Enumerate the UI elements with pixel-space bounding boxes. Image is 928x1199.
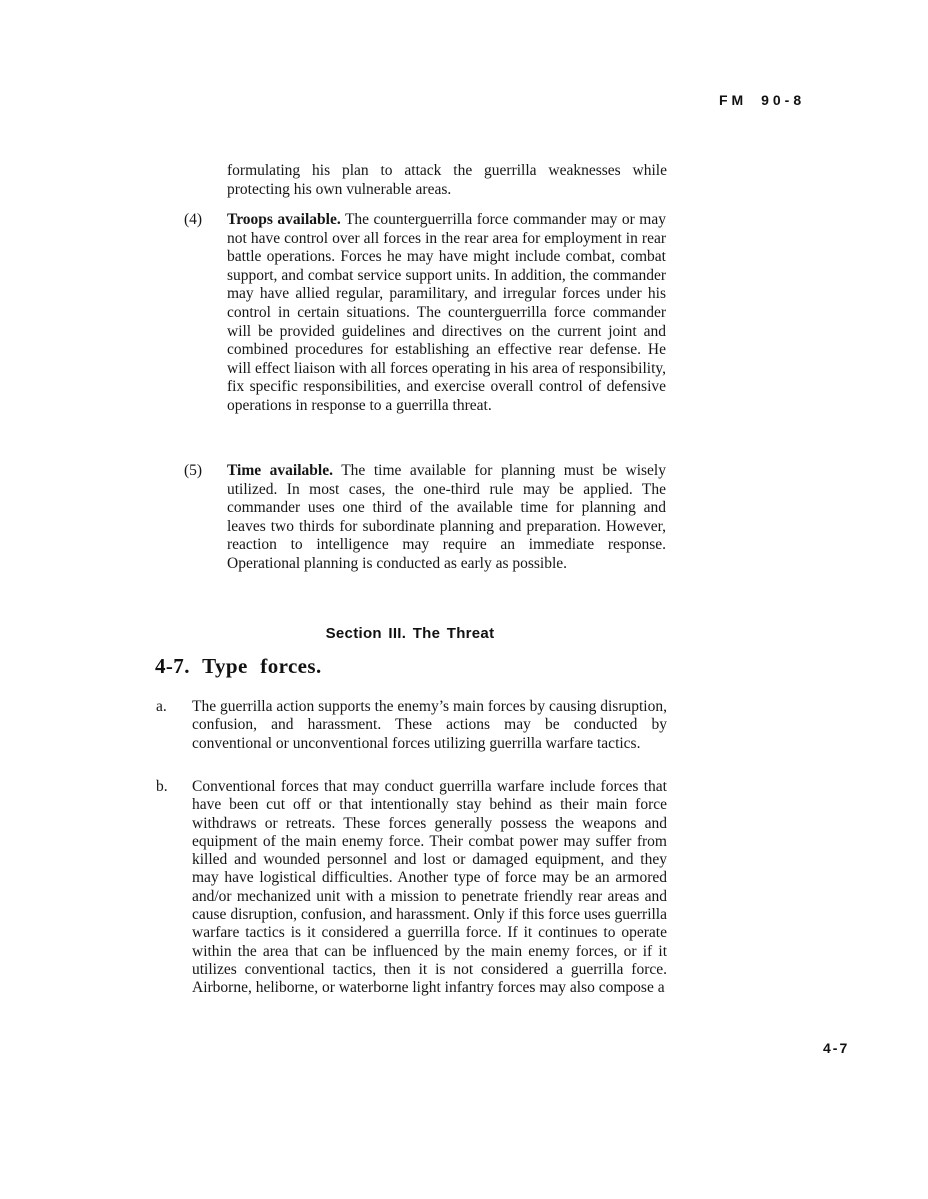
article-heading: 4-7. Type forces. (155, 654, 322, 678)
page-number: 4-7 (823, 1040, 850, 1056)
document-id-header: FM 90-8 (719, 92, 806, 108)
paragraph-a-letter: a. (156, 698, 167, 715)
list-item-4-lead: Troops available. (227, 211, 341, 228)
paragraph-a-text: The guerrilla action supports the enemy’s main forces by causing disruption, confusion, and harassment. These actions may be conducted by conventional or unconventional forces utilizing guerrilla warfare tactics. (192, 698, 667, 752)
list-item-4-text (227, 211, 666, 416)
list-item-4-number: (4) (184, 211, 203, 228)
list-item-5-lead: Time available. (227, 462, 333, 479)
continuation-paragraph: formulating his plan to attack the guerrilla weaknesses while protecting his own vulnerable areas. (227, 162, 667, 198)
section-heading: Section III. The Threat (325, 625, 495, 642)
paragraph-b (156, 778, 667, 998)
list-item-4 (184, 211, 666, 416)
paragraph-b-text: Conventional forces that may conduct guerrilla warfare include forces that have been cut off or that intentionally stay behind as their main force withdraws or retreats. These forces generally possess the weapons and equipment of the main enemy force. Their combat power may suffer from killed and wounded personnel and lost or damaged equipment, and they may have logistical difficulties. Another type of force may be an armored and/or mechanized unit with a mission to penetrate friendly rear areas and cause disruption, confusion, and harassment. Only if this force uses guerrilla warfare tactics is it considered a guerrilla force. If it continues to operate within the area that can be influenced by the main enemy forces, or if it utilizes conventional tactics, then it is not considered a guerrilla force. Airborne, heliborne, or waterborne light infantry forces may also compose a (192, 778, 667, 997)
list-item-5 (184, 462, 666, 574)
list-item-5-body: The time available for planning must be wisely utilized. In most cases, the one-third rule may be applied. The commander uses one third of the available time for planning and leaves two thirds for subordinate planning and preparation. However, reaction to intelligence may require an immediate response. Operational planning is conducted as early as possible. (227, 462, 666, 572)
paragraph-b-letter: b. (156, 778, 168, 795)
list-item-5-number: (5) (184, 462, 203, 479)
paragraph-a (156, 698, 667, 753)
list-item-4-body: The counterguerrilla force commander may or may not have control over all forces in the rear area for employment in rear battle operations. Forces he may have might include combat, combat support, and combat service support units. In addition, the commander may have allied regular, paramilitary, and irregular forces under his control in certain situations. The counterguerrilla force commander will be provided guidelines and directives on the current joint and combined procedures for establishing an effective rear defense. He will effect liaison with all forces operating in his area of responsibility, fix specific responsibilities, and exercise overall control of defensive operations in response to a guerrilla threat. (227, 211, 666, 414)
list-item-5-text (227, 462, 666, 574)
